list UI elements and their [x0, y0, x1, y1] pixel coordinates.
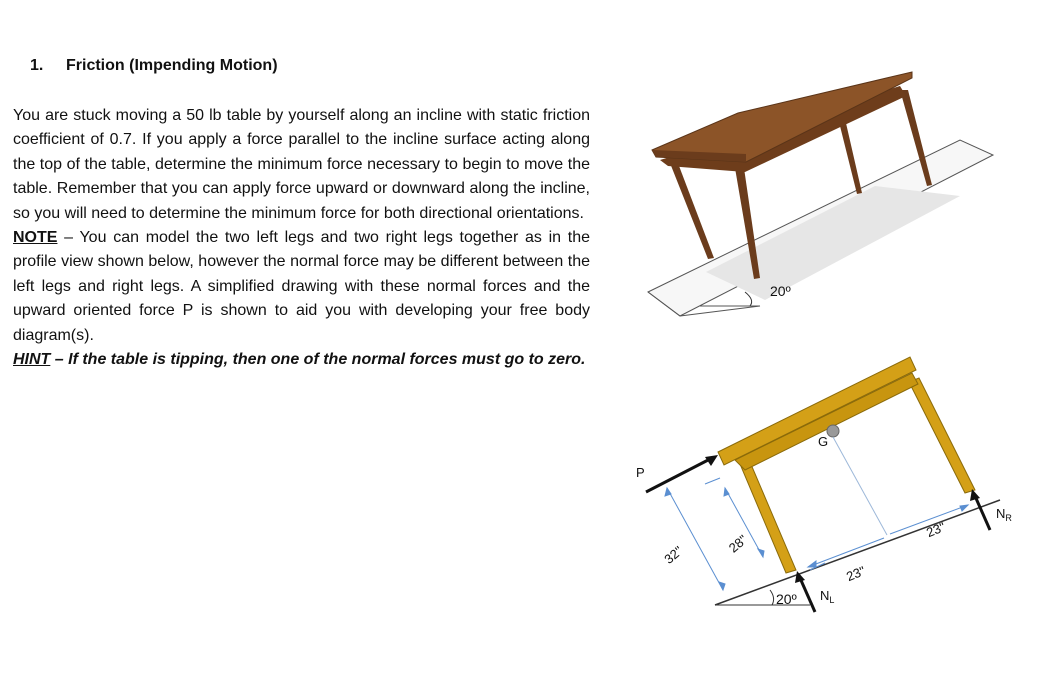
note-text: – You can model the two left legs and two right legs together as in the profile view shown below, however the normal force may be different between the left legs and right legs. A simplified drawing with these normal forces and the upward oriented force P is shown to aid you with developing your free body diagram(s).: [13, 229, 590, 344]
cg-line: [833, 437, 887, 535]
problem-title: Friction (Impending Motion): [66, 57, 278, 74]
angle-arc-2d: [770, 590, 774, 605]
right-leg: [909, 378, 975, 493]
dim-23-left-label: 23": [844, 563, 868, 585]
problem-paragraph: You are stuck moving a 50 lb table by yourself along an incline with static friction coefficient of 0.7. If you apply a force parallel to the incline surface acting along the top of the table, determine the minimum force necessary to begin to move the table. Remember that you can apply force upward or downward along the incline, so you will need to determine the minimum force for both directional orientations.: [13, 107, 590, 222]
cg-marker: [827, 425, 839, 437]
force-p-label: P: [636, 465, 645, 480]
left-leg: [740, 462, 796, 573]
dim-28-label: 28": [725, 531, 751, 556]
table-apron: [735, 373, 918, 470]
dim-23-right-label: 23": [924, 519, 948, 541]
normal-right-label: $N_R$: [996, 506, 1012, 523]
dim-32-label: 32": [661, 543, 686, 567]
normal-left-label: $N_L$: [820, 588, 835, 605]
hint-text: – If the table is tipping, then one of the normal forces must go to zero.: [50, 351, 586, 369]
dimension-lines: [665, 478, 968, 590]
problem-number: 1.: [30, 57, 44, 74]
cg-label: G: [818, 434, 829, 449]
incline-line: [715, 500, 1000, 605]
note-label: NOTE: [13, 229, 58, 247]
angle-label-3d: 20º: [770, 283, 791, 299]
normal-left-arrow: [800, 578, 815, 612]
normal-right-arrow: [975, 496, 990, 530]
hint-label: HINT: [13, 351, 51, 369]
angle-label-2d: 20º: [776, 591, 797, 607]
force-p-arrow: [646, 458, 712, 492]
table-top: [718, 357, 916, 465]
